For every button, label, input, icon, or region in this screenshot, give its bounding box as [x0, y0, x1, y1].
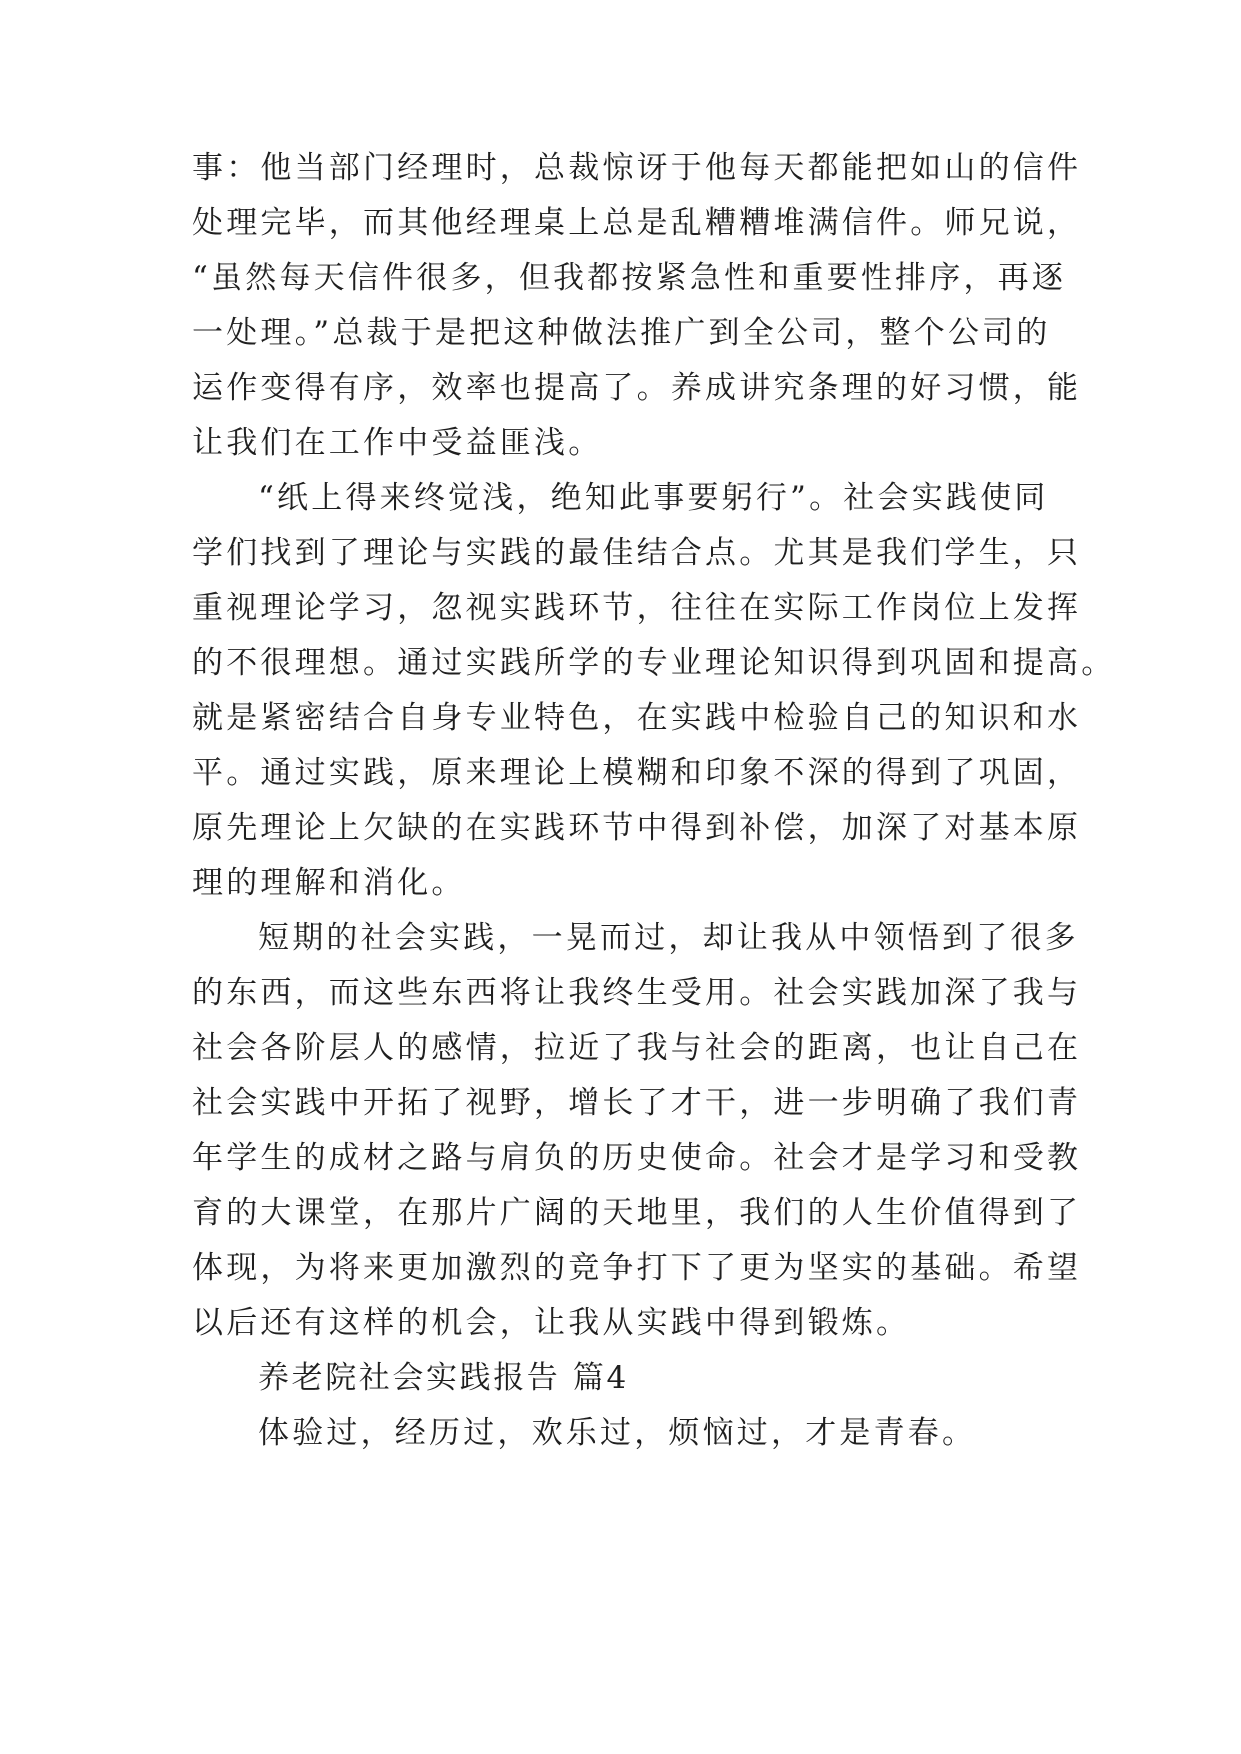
text-line: 运作变得有序，效率也提高了。养成讲究条理的好习惯，能 — [192, 370, 1082, 406]
text-line: 社会实践中开拓了视野，增长了才干，进一步明确了我们青 — [192, 1085, 1082, 1121]
text-line: 事：他当部门经理时，总裁惊讶于他每天都能把如山的信件 — [192, 150, 1082, 186]
text-line: 一处理。”总裁于是把这种做法推广到全公司，整个公司的 — [192, 315, 1051, 351]
text-line: 以后还有这样的机会，让我从实践中得到锻炼。 — [192, 1305, 911, 1341]
text-line: 育的大课堂，在那片广阔的天地里，我们的人生价值得到了 — [192, 1195, 1082, 1231]
text-line: “虽然每天信件很多，但我都按紧急性和重要性排序，再逐 — [192, 260, 1067, 296]
text-line: “纸上得来终觉浅，绝知此事要躬行”。社会实践使同 — [258, 480, 1049, 516]
text-line: 短期的社会实践，一晃而过，却让我从中领悟到了很多 — [258, 920, 1079, 956]
text-line: 就是紧密结合自身专业特色，在实践中检验自己的知识和水 — [192, 700, 1082, 736]
text-line: 的东西，而这些东西将让我终生受用。社会实践加深了我与 — [192, 975, 1082, 1011]
text-line: 原先理论上欠缺的在实践环节中得到补偿，加深了对基本原 — [192, 810, 1082, 846]
text-line: 重视理论学习，忽视实践环节，往往在实际工作岗位上发挥 — [192, 590, 1082, 626]
text-line: 处理完毕，而其他经理桌上总是乱糟糟堆满信件。师兄说， — [192, 205, 1082, 241]
text-line: 体现，为将来更加激烈的竞争打下了更为坚实的基础。希望 — [192, 1250, 1082, 1286]
text-line: 平。通过实践，原来理论上模糊和印象不深的得到了巩固， — [192, 755, 1082, 791]
text-line: 社会各阶层人的感情，拉近了我与社会的距离，也让自己在 — [192, 1030, 1082, 1066]
text-line: 的不很理想。通过实践所学的专业理论知识得到巩固和提高。 — [192, 645, 1116, 681]
text-line: 年学生的成材之路与肩负的历史使命。社会才是学习和受教 — [192, 1140, 1082, 1176]
text-line: 体验过，经历过，欢乐过，烦恼过，才是青春。 — [258, 1415, 977, 1451]
section-heading: 养老院社会实践报告 篇4 — [258, 1360, 629, 1396]
text-line: 学们找到了理论与实践的最佳结合点。尤其是我们学生，只 — [192, 535, 1082, 571]
text-line: 理的理解和消化。 — [192, 865, 466, 901]
text-line: 让我们在工作中受益匪浅。 — [192, 425, 603, 461]
